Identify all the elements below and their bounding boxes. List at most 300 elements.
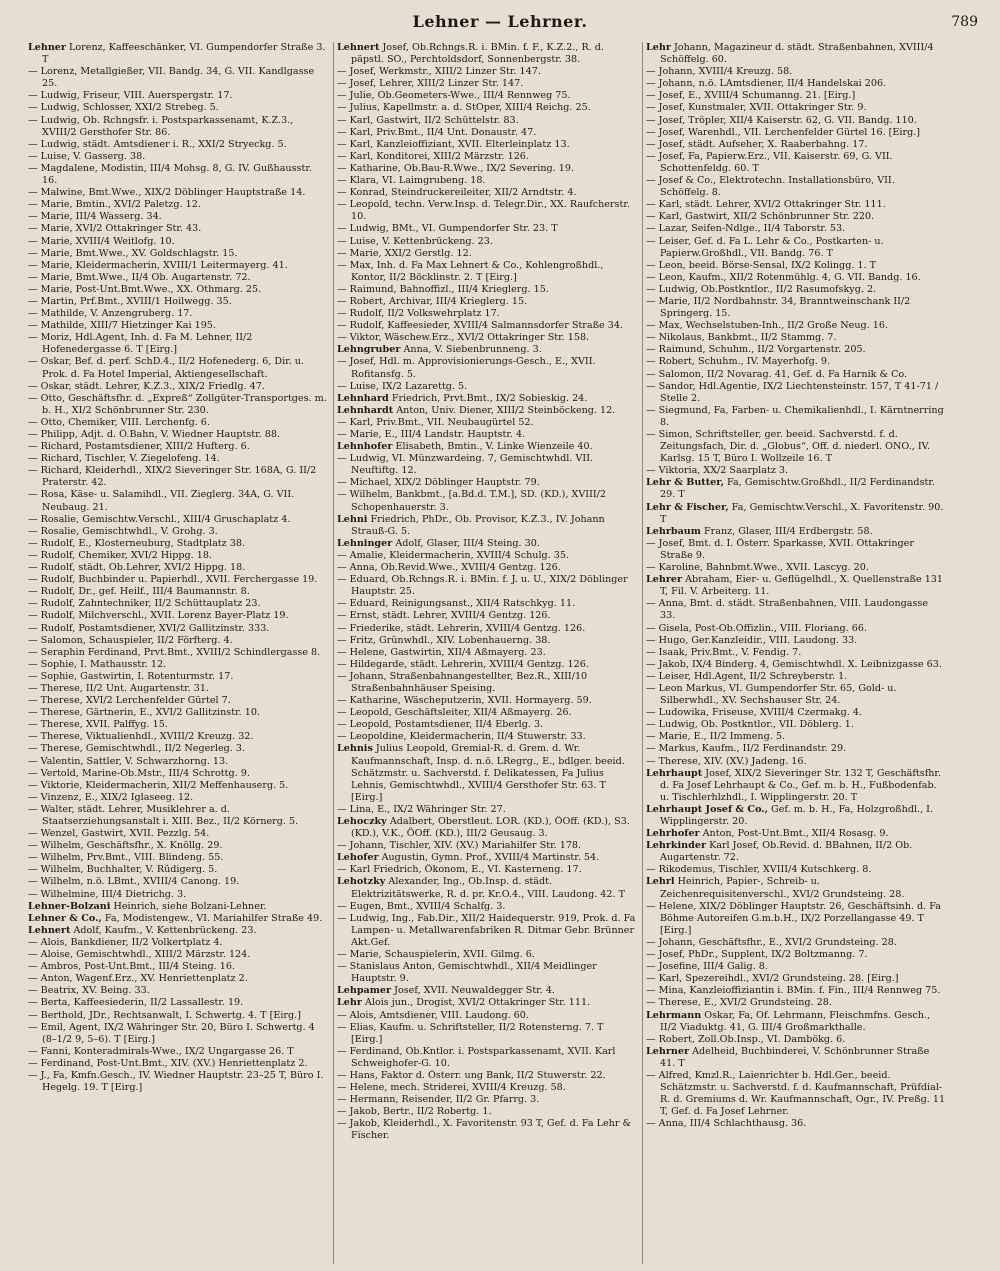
entry-details: — J., Fa, Kmfn.Gesch., IV. Wiedner Hauptstr. 23–25 T, Büro I. Hegelg. 19. T [Eirg.] <box>28 1069 324 1094</box>
directory-entry <box>646 102 946 114</box>
directory-entry <box>646 997 946 1009</box>
entry-details: — Karl, Spezereihdl., XVI/2 Grundsteing. 28. [Eirg.] <box>646 973 899 985</box>
directory-entry <box>28 187 328 199</box>
entry-details: — Valentin, Sattler, V. Schwarzhorng. 13. <box>28 755 229 767</box>
directory-entry <box>28 223 328 235</box>
entry-details: — Otto, Geschäftsfhr. d. „Expreß“ Zollgüter-Transportges. m. b. H., XI/2 Schönbrunner Str. 230. <box>28 392 327 416</box>
directory-entry <box>28 199 328 211</box>
directory-entry <box>28 659 328 671</box>
directory-entry <box>337 635 637 647</box>
entry-details: — Fritz, Grünwhdl., XIV. Lobenhauerng. 38. <box>337 634 551 646</box>
directory-entry <box>28 937 328 949</box>
entry-details: — Therese, Gemischtwhdl., II/2 Negerleg. 3. <box>28 743 246 755</box>
directory-entry <box>646 151 946 175</box>
entry-details: Alexander, Ing., Ob.Insp. d. städt. Elektrizitätswerke, R. d. pr. Kr.O.4., VIII. Laudong. 42. T <box>351 876 626 900</box>
entry-details: — Eugen, Bmt., XVIII/4 Schalfg. 3. <box>337 900 506 912</box>
entry-details: — Leon, beeid. Börse-Sensal, IX/2 Kolingg. 1. T <box>646 259 877 271</box>
directory-entry <box>646 1046 946 1070</box>
entry-details: — Marie, Post-Unt.Bmt.Wwe., XX. Othmarg. 25. <box>28 283 262 295</box>
entry-details: — Anna, Ob.Revid.Wwe., XVIII/4 Gentzg. 126. <box>337 562 561 574</box>
entry-details: — Ludowika, Friseuse, XVIII/4 Czermakg. 4. <box>646 707 863 719</box>
directory-entry <box>337 1106 637 1118</box>
entry-details: — Marie, Kleidermacherin, XVIII/1 Leitermayerg. 41. <box>28 259 288 271</box>
directory-entry <box>646 526 946 538</box>
column-divider <box>333 42 334 1264</box>
entry-details: — Isaak, Priv.Bmt., V. Fendig. 7. <box>646 646 802 658</box>
entry-details: — Robert, Archivar, III/4 Krieglerg. 15. <box>337 295 528 307</box>
entry-surname: Lehnis <box>337 743 373 755</box>
directory-entry <box>337 199 637 223</box>
directory-entry <box>337 719 637 731</box>
entry-details: — Martin, Prf.Bmt., XVIII/1 Hoilwegg. 35. <box>28 295 232 307</box>
directory-entry <box>337 1094 637 1106</box>
entry-details: — Raimund, Bahnoffizl., III/4 Krieglerg. 15. <box>337 283 549 295</box>
entry-details: — Hildegarde, städt. Lehrerin, XVIII/4 Gentzg. 126. <box>337 658 589 670</box>
directory-entry <box>337 236 637 248</box>
entry-surname: Lehni <box>337 513 368 525</box>
entry-details: — Rikodemus, Tischler, XVIII/4 Kutschkerg. 8. <box>646 864 872 876</box>
entry-details: — Wilhelm, n.ö. LBmt., XVIII/4 Canong. 19. <box>28 876 240 888</box>
entry-details: — Wilhelm, Buchhalter, V. Rüdigerg. 5. <box>28 864 218 876</box>
directory-entry <box>337 284 637 296</box>
entry-details: — Marie, E., II/2 Immeng. 5. <box>646 731 785 743</box>
directory-entry <box>337 332 637 344</box>
entry-surname: Lehrhofer <box>646 828 700 840</box>
entry-surname: Lehpamer <box>337 985 392 997</box>
entry-details: — Rudolf, Chemiker, XVI/2 Hippg. 18. <box>28 549 212 561</box>
directory-entry <box>337 453 637 477</box>
directory-entry <box>337 441 637 453</box>
entry-surname: Lehner-Bolzani <box>28 900 111 912</box>
entry-details: Fa, Gemischtw.Großhdl., II/2 Ferdinandstr. 29. T <box>660 477 935 501</box>
directory-column-3 <box>646 42 946 1264</box>
entry-details: — Anton, Wagenf.Erz., XV. Henriettenplatz 2. <box>28 973 248 985</box>
directory-entry <box>337 1010 637 1022</box>
entry-details: — Walter, städt. Lehrer, Musiklehrer a. d. Staatserziehungsanstalt i. XIII. Bez., II/2 Körnerg. 5. <box>28 803 299 827</box>
directory-entry <box>646 985 946 997</box>
entry-details: — Hugo, Ger.Kanzleidir., VIII. Laudong. 33. <box>646 634 858 646</box>
directory-entry <box>337 260 637 284</box>
directory-entry <box>337 308 637 320</box>
directory-entry <box>28 925 328 937</box>
directory-entry <box>337 623 637 635</box>
directory-entry <box>646 864 946 876</box>
directory-entry <box>337 985 637 997</box>
directory-entry <box>28 780 328 792</box>
entry-details: — Josef, städt. Aufseher, X. Raaberbahng. 17. <box>646 138 868 150</box>
page-number: 789 <box>951 14 978 30</box>
entry-details: Anton, Univ. Diener, XIII/2 Steinböckeng. 12. <box>396 404 616 416</box>
directory-entry <box>646 1118 946 1130</box>
directory-entry <box>337 78 637 90</box>
entry-surname: Lehnert <box>337 42 380 53</box>
directory-entry <box>646 332 946 344</box>
directory-entry <box>28 756 328 768</box>
directory-entry <box>646 223 946 235</box>
entry-surname: Lehr <box>337 997 362 1009</box>
directory-entry <box>646 731 946 743</box>
entry-details: — Josef, E., XVIII/4 Schumanng. 21. [Eirg.] <box>646 90 856 102</box>
entry-details: — Viktoria, XX/2 Saarplatz 3. <box>646 465 789 477</box>
directory-entry <box>28 1010 328 1022</box>
entry-details: — Josef & Co., Elektrotechn. Installationsbüro, VII. Schöffelg. 8. <box>646 175 895 199</box>
directory-entry <box>337 901 637 913</box>
directory-entry <box>646 635 946 647</box>
directory-entry <box>646 405 946 429</box>
entry-surname: Lehrner <box>646 1045 690 1057</box>
entry-details: Lorenz, Kaffeeschänker, VI. Gumpendorfer Straße 3. T <box>42 42 326 66</box>
entry-details: — Jakob, Kleiderhdl., X. Favoritenstr. 93 T, Gef. d. Fa Lehr & Fischer. <box>337 1118 631 1142</box>
entry-details: — Klara, VI. Laimgrubeng. 18. <box>337 175 486 187</box>
directory-entry <box>646 659 946 671</box>
directory-entry <box>337 175 637 187</box>
entry-details: — Max, Wechselstuben-Inh., II/2 Große Neug. 16. <box>646 320 889 332</box>
entry-details: Josef, XIX/2 Sieveringer Str. 132 T, Geschäftsfhr. d. Fa Josef Lehrhaupt & Co., Gef. m. b. H., Fußbodenfab. u. Tischlerhlzhdl., I. Wipplingerstr. 20. T <box>660 767 942 803</box>
directory-entry <box>28 284 328 296</box>
entry-details: — Elias, Kaufm. u. Schriftsteller, II/2 Rotensterng. 7. T [Eirg.] <box>337 1021 604 1045</box>
entry-details: — Lorenz, Metallgießer, VII. Bandg. 34, G. VII. Kandlgasse 25. <box>28 66 315 90</box>
entry-details: — Rosalie, Gemischtw.Verschl., XIII/4 Gruschaplatz 4. <box>28 513 291 525</box>
entry-details: — Wilhelm, Geschäftsfhr., X. Knöllg. 29. <box>28 840 223 852</box>
directory-entry <box>28 707 328 719</box>
entry-details: Alois jun., Drogist, XVI/2 Ottakringer Str. 111. <box>364 997 591 1009</box>
directory-entry <box>646 429 946 465</box>
entry-details: — Johann, Tischler, XIV. (XV.) Mariahilfer Str. 178. <box>337 840 582 852</box>
entry-details: Augustin, Gymn. Prof., XVIII/4 Martinstr. 54. <box>381 852 600 864</box>
entry-details: — Friederike, städt. Lehrerin, XVIII/4 Gentzg. 126. <box>337 622 586 634</box>
entry-details: — Johann, Straßenbahnangestellter, Bez.R., XIII/10 Straßenbahnhäuser Speising. <box>337 670 588 694</box>
directory-entry <box>646 804 946 828</box>
directory-entry <box>28 211 328 223</box>
directory-entry <box>28 115 328 139</box>
entry-details: — Vertold, Marine-Ob.Mstr., III/4 Schrottg. 9. <box>28 767 250 779</box>
directory-entry <box>28 852 328 864</box>
entry-details: — Leon, Kaufm., XII/2 Rotenmühlg. 4, G. VII. Bandg. 16. <box>646 271 921 283</box>
column-divider <box>642 42 643 1264</box>
directory-entry <box>646 574 946 598</box>
directory-entry <box>337 659 637 671</box>
directory-entry <box>28 574 328 586</box>
directory-entry <box>337 562 637 574</box>
entry-details: — Rudolf, Milchverschl., XVII. Lorenz Bayer-Platz 19. <box>28 610 289 622</box>
directory-entry <box>28 804 328 828</box>
directory-entry <box>28 695 328 707</box>
entry-details: Abraham, Eier- u. Geflügelhdl., X. Quellenstraße 131 T, Fil. V. Arbeiterg. 11. <box>660 574 944 598</box>
directory-entry <box>28 236 328 248</box>
entry-details: — Jakob, Bertr., II/2 Robertg. 1. <box>337 1106 492 1118</box>
directory-entry <box>337 344 637 356</box>
directory-entry <box>28 429 328 441</box>
entry-details: — Leon Markus, VI. Gumpendorfer Str. 65, Gold- u. Silberwhdl., XV. Sechshauser Str. 24. <box>646 682 897 707</box>
directory-entry <box>28 719 328 731</box>
entry-details: — Amalie, Kleidermacherin, XVIII/4 Schulg. 35. <box>337 549 570 561</box>
directory-entry <box>646 768 946 804</box>
entry-surname: Lehner <box>28 42 66 53</box>
entry-details: — Karl, städt. Lehrer, XVI/2 Ottakringer Str. 111. <box>646 199 886 211</box>
directory-entry <box>646 320 946 332</box>
directory-entry <box>28 913 328 925</box>
directory-entry <box>646 973 946 985</box>
directory-entry <box>28 792 328 804</box>
entry-details: — Julie, Ob.Geometers-Wwe., III/4 Rennweg 75. <box>337 90 571 102</box>
entry-details: Franz, Glaser, III/4 Erdbergstr. 58. <box>704 525 873 537</box>
entry-details: — Josef, Tröpler, XII/4 Kaiserstr. 62, G. VII. Bandg. 110. <box>646 114 917 126</box>
entry-details: — Ludwig, Ob.Postkntlor., II/2 Rasumofskyg. 2. <box>646 283 877 295</box>
directory-entry <box>646 743 946 755</box>
entry-details: — Siegmund, Fa, Farben- u. Chemikalienhdl., I. Kärntnerring 8. <box>646 404 944 428</box>
directory-entry <box>337 90 637 102</box>
entry-details: — Johann, Geschäftsfhr., E., XVI/2 Grundsteing. 28. <box>646 936 897 948</box>
entry-details: — Wilhelm, Bankbmt., [a.Bd.d. T.M.], SD. (KD.), XVIII/2 Schopenhauerstr. 3. <box>337 489 606 513</box>
directory-entry <box>28 828 328 840</box>
entry-details: — Alfred, Kmzl.R., Laienrichter b. Hdl.Ger., beeid. Schätzmstr. u. Sachverstd. f. d. Kaufmannschaft, Prüfdial-R. d. Gremiums d. Wr. Kaufmannschaft, Ogr., IV. Preßg. 11 T, Gef. d. Fa Josef Lehrner. <box>646 1069 946 1118</box>
entry-surname: Lehnert <box>28 924 71 936</box>
directory-entry <box>337 816 637 840</box>
entry-details: — Marie, Bmtin., XVI/2 Paletzg. 12. <box>28 199 201 211</box>
directory-entry <box>646 502 946 526</box>
directory-entry <box>28 526 328 538</box>
directory-entry <box>646 1010 946 1034</box>
directory-entry <box>646 199 946 211</box>
entry-details: — Marie, XVI/2 Ottakringer Str. 43. <box>28 223 202 235</box>
directory-entry <box>28 538 328 550</box>
entry-surname: Lehninger <box>337 537 393 549</box>
entry-details: — Philipp, Adjt. d. Ö.Bahn, V. Wiedner Hauptstr. 88. <box>28 429 281 440</box>
entry-details: — Marie, II/2 Nordbahnstr. 34, Branntweinschank II/2 Springerg. 15. <box>646 295 911 320</box>
entry-surname: Lehoczky <box>337 816 387 827</box>
entry-details: — Robert, Zoll.Ob.Insp., VI. Dambökg. 6. <box>646 1033 846 1045</box>
entry-surname: Lehrhaupt Josef & Co., <box>646 803 768 815</box>
entry-surname: Lehnhard <box>337 392 389 404</box>
directory-entry <box>337 66 637 78</box>
directory-entry <box>646 707 946 719</box>
directory-entry <box>28 1070 328 1094</box>
directory-entry <box>337 671 637 695</box>
directory-entry <box>337 598 637 610</box>
entry-details: — Jakob, IX/4 Binderg. 4, Gemischtwhdl. X. Leibnizgasse 63. <box>646 658 942 670</box>
entry-details: — Therese, XIV. (XV.) Jadeng. 16. <box>646 755 807 767</box>
entry-details: — Lazar, Seifen-Ndlge., II/4 Taborstr. 53. <box>646 223 846 235</box>
entry-details: — Karl, Gastwirt, II/2 Schüttelstr. 83. <box>337 114 519 126</box>
directory-entry <box>337 405 637 417</box>
directory-entry <box>337 949 637 961</box>
entry-details: — Therese, E., XVI/2 Grundsteing. 28. <box>646 997 832 1009</box>
entry-details: — Oskar, städt. Lehrer, K.Z.3., XIX/2 Friedlg. 47. <box>28 380 265 392</box>
directory-entry <box>28 901 328 913</box>
entry-details: — Karl, Priv.Bmt., II/4 Unt. Donaustr. 47. <box>337 126 537 138</box>
entry-details: — Stanislaus Anton, Gemischtwhdl., XII/4 Meidlinger Hauptstr. 9. <box>337 961 597 985</box>
entry-details: — Johann, n.ö. LAmtsdiener, II/4 Handelskai 206. <box>646 78 887 90</box>
directory-entry <box>28 671 328 683</box>
directory-entry <box>28 731 328 743</box>
directory-entry <box>28 441 328 453</box>
directory-entry <box>337 356 637 380</box>
entry-details: Friedrich, PhDr., Ob. Provisor, K.Z.3., IV. Johann Strauß-G. 5. <box>351 513 605 537</box>
entry-details: — Rudolf, Postamtsdiener, XVI/2 Gallitzinstr. 333. <box>28 622 270 634</box>
directory-entry <box>28 840 328 852</box>
entry-details: — Ludwig, BMt., VI. Gumpendorfer Str. 23. T <box>337 223 558 235</box>
entry-details: — Rudolf, städt. Ob.Lehrer, XVI/2 Hippg. 18. <box>28 562 246 574</box>
entry-surname: Lehotzky <box>337 876 386 888</box>
directory-entry <box>646 623 946 635</box>
entry-details: — Malwine, Bmt.Wwe., XIX/2 Döblinger Hauptstraße 14. <box>28 187 306 199</box>
entry-details: — Leopold, Postamtsdiener, II/4 Eberlg. 3. <box>337 719 544 731</box>
entry-details: — Rudolf, Kaffeesieder, XVIII/4 Salmannsdorfer Straße 34. <box>337 320 623 332</box>
entry-details: — Lina, E., IX/2 Währinger Str. 27. <box>337 803 506 815</box>
entry-details: — Rosa, Käse- u. Salamihdl., VII. Zieglerg. 34A, G. VII. Neubaug. 21. <box>28 489 295 513</box>
directory-entry <box>646 937 946 949</box>
directory-entry <box>28 393 328 417</box>
directory-entry <box>646 272 946 284</box>
page-title: Lehner — Lehrner. <box>412 12 588 31</box>
entry-surname: Lehrhaupt <box>646 767 703 779</box>
entry-details: Adolf, Kaufm., V. Kettenbrückeng. 23. <box>73 924 257 936</box>
directory-entry <box>646 90 946 102</box>
directory-entry <box>28 683 328 695</box>
entry-details: — Alois, Bankdiener, II/2 Volkertplatz 4. <box>28 936 223 948</box>
entry-details: — Rudolf, II/2 Volkswehrplatz 17. <box>337 308 500 320</box>
entry-details: — Marie, XVIII/4 Weitlofg. 10. <box>28 235 175 247</box>
entry-details: — Robert, Schuhm., IV. Mayerhofg. 9. <box>646 356 830 368</box>
entry-details: — Emil, Agent, IX/2 Währinger Str. 20, Büro I. Schwertg. 4 (8–1/2 9, 5–6). T [Eirg.] <box>28 1021 315 1045</box>
directory-entry <box>28 647 328 659</box>
entry-details: — Oskar, Bef. d. perf. SchD.4., II/2 Hofenederg. 6, Dir. u. Prok. d. Fa Hotel Imperial, Aktiengesellschaft. <box>28 356 305 380</box>
directory-entry <box>646 876 946 900</box>
directory-entry <box>337 695 637 707</box>
directory-entry <box>28 139 328 151</box>
entry-details: — Karl Friedrich, Ökonom, E., VI. Kasterneng. 17. <box>337 864 582 876</box>
directory-entry <box>337 913 637 949</box>
entry-details: — Rudolf, Buchbinder u. Papierhdl., XVII. Ferchergasse 19. <box>28 574 318 586</box>
directory-entry <box>28 949 328 961</box>
directory-entry <box>28 623 328 635</box>
directory-entry <box>646 381 946 405</box>
entry-details: — Marie, III/4 Wasserg. 34. <box>28 211 162 223</box>
directory-entry <box>28 961 328 973</box>
directory-entry <box>337 417 637 429</box>
directory-entry <box>646 296 946 320</box>
directory-entry <box>646 840 946 864</box>
entry-details: Adolf, Glaser, III/4 Steing. 30. <box>395 537 540 549</box>
entry-details: — Josef, Werkmstr., XIII/2 Linzer Str. 147. <box>337 66 541 78</box>
directory-entry <box>337 102 637 114</box>
directory-entry <box>28 465 328 489</box>
directory-entry <box>28 151 328 163</box>
directory-entry <box>28 163 328 187</box>
directory-entry <box>337 1118 637 1142</box>
directory-entry <box>646 211 946 223</box>
entry-details: — Marie, E., III/4 Landstr. Hauptstr. 4. <box>337 429 526 440</box>
entry-details: — Berta, Kaffeesiederin, II/2 Lassallestr. 19. <box>28 997 244 1009</box>
entry-details: Anna, V. Siebenbrunneng. 3. <box>403 344 542 356</box>
directory-entry <box>337 514 637 538</box>
entry-details: — Therese, Gärtnerin, E., XVI/2 Gallitzinstr. 10. <box>28 707 260 719</box>
directory-entry <box>28 453 328 465</box>
directory-entry <box>646 236 946 260</box>
directory-entry <box>646 344 946 356</box>
directory-entry <box>28 489 328 513</box>
entry-details: Heinrich, Papier-, Schreib- u. Zeichenrequisitenverschl., XVI/2 Grundsteing. 28. <box>660 876 905 900</box>
entry-details: — Rudolf, E., Klosterneuburg, Stadtplatz 38. <box>28 537 246 549</box>
directory-entry <box>646 477 946 501</box>
directory-entry <box>646 369 946 381</box>
entry-details: — Ludwig, Ing., Fab.Dir., XII/2 Haidequerstr. 919, Prok. d. Fa Lampen- u. Metallwarenfabriken R. Ditmar Gebr. Brünner Akt.Gef. <box>337 912 636 948</box>
entry-surname: Lehnhardt <box>337 404 394 416</box>
directory-entry <box>646 139 946 151</box>
entry-details: — Ludwig, Friseur, VIII. Auerspergstr. 17. <box>28 90 233 102</box>
entry-details: — Simon, Schriftsteller, ger. beeid. Sachverstd. f. d. Zeitungsfach, Dir. d. „Globus“, Off. d. niederl. ONO., IV. Karlsg. 15 T, Büro I. Wollzeile 16. T <box>646 429 930 465</box>
entry-details: — Karl, Kanzleioffiziant, XVII. Elterleinplatz 13. <box>337 138 570 150</box>
entry-details: — Julius, Kapellmstr. a. d. StOper, XIII/4 Reichg. 25. <box>337 102 591 114</box>
entry-details: — Leopoldine, Kleidermacherin, II/4 Stuwerstr. 33. <box>337 731 586 743</box>
entry-details: — Nikolaus, Bankbmt., II/2 Stammg. 7. <box>646 332 837 344</box>
entry-details: Friedrich, Prvt.Bmt., IX/2 Sobieskig. 24. <box>391 392 588 404</box>
entry-details: — Mathilde, XIII/7 Hietzinger Kai 195. <box>28 320 216 332</box>
entry-details: — Leiser, Gef. d. Fa L. Lehr & Co., Postkarten- u. Papierw.Großhdl., VII. Bandg. 76. T <box>646 235 884 259</box>
entry-details: Anton, Post-Unt.Bmt., XII/4 Rosasg. 9. <box>702 828 889 840</box>
directory-entry <box>337 163 637 175</box>
entry-details: — Rudolf, Zahntechniker, II/2 Schüttauplatz 23. <box>28 598 261 610</box>
directory-entry <box>28 1022 328 1046</box>
entry-details: — Therese, Viktualienhdl., XVIII/2 Kreuzg. 32. <box>28 731 254 743</box>
entry-details: — Salomon, II/2 Novarag. 41, Gef. d. Fa Harnik & Co. <box>646 368 908 380</box>
entry-details: — Therese, II/2 Unt. Augartenstr. 31. <box>28 682 209 694</box>
directory-entry <box>337 876 637 900</box>
entry-details: — Alois, Amtsdiener, VIII. Laudong. 60. <box>337 1009 529 1021</box>
entry-details: — Josef, Lehrer, XIII/2 Linzer Str. 147. <box>337 78 524 90</box>
directory-entry <box>337 1046 637 1070</box>
entry-details: — Viktor, Wäschew.Erz., XVI/2 Ottakringer Str. 158. <box>337 332 590 344</box>
directory-entry <box>28 308 328 320</box>
directory-entry <box>337 187 637 199</box>
entry-details: — Richard, Postamtsdiener, XIII/2 Hufterg. 6. <box>28 441 250 453</box>
entry-details: — Karl, Priv.Bmt., VII. Neubaugürtel 52. <box>337 416 534 428</box>
entry-details: Fa, Modistengew., VI. Mariahilfer Straße 49. <box>104 912 323 924</box>
entry-details: — Marie, XXI/2 Gerstlg. 12. <box>337 247 472 259</box>
entry-details: — Max, Inh. d. Fa Max Lehnert & Co., Kohlengroßhdl., Kontor, II/2 Böcklinstr. 2. T [Eirg.] <box>337 259 604 283</box>
entry-details: Julius Leopold, Gremial-R. d. Grem. d. Wr. Kaufmannschaft, Insp. d. n.ö. LRegrg., E., bdlger. beeid. Schätzmstr. u. Sachverstd. f. Delikatessen, Fa Julius Lehnis, Gemischtwhdl., XVIII/4 Gersthofer Str. 63. T [Eirg.] <box>351 743 625 803</box>
directory-entry <box>646 127 946 139</box>
entry-details: — Luise, IX/2 Lazarettg. 5. <box>337 380 468 392</box>
directory-entry <box>28 586 328 598</box>
entry-details: — Josef, Warenhdl., VII. Lerchenfelder Gürtel 16. [Eirg.] <box>646 126 921 138</box>
entry-details: — Leopold, techn. Verw.Insp. d. Telegr.Dir., XX. Raufcherstr. 10. <box>337 199 630 223</box>
entry-details: — Marie, Schauspielerin, XVII. Gilmg. 6. <box>337 949 535 961</box>
directory-entry <box>28 562 328 574</box>
directory-entry <box>646 115 946 127</box>
directory-entry <box>646 647 946 659</box>
directory-entry <box>646 901 946 937</box>
entry-details: — Aloise, Gemischtwhdl., XIII/2 Märzstr. 124. <box>28 949 251 961</box>
directory-entry <box>28 102 328 114</box>
entry-details: — Karoline, Bahnbmt.Wwe., XVII. Lascyg. 20. <box>646 562 869 574</box>
entry-details: — Therese, XVI/2 Lerchenfelder Gürtel 7. <box>28 695 231 707</box>
entry-details: — Raimund, Schuhm., II/2 Vorgartenstr. 205. <box>646 344 866 356</box>
directory-entry <box>337 610 637 622</box>
entry-details: — Hermann, Reisender, II/2 Gr. Pfarrg. 3. <box>337 1094 540 1106</box>
entry-details: — Michael, XIX/2 Döblinger Hauptstr. 79. <box>337 477 540 489</box>
directory-entry <box>28 876 328 888</box>
entry-details: — Marie, Bmt.Wwe., XV. Goldschlagstr. 15. <box>28 247 238 259</box>
directory-entry <box>646 356 946 368</box>
entry-details: — Salomon, Schauspieler, II/2 Förfterg. 4. <box>28 634 233 646</box>
entry-details: — Anna, Bmt. d. städt. Straßenbahnen, VIII. Laudongasse 33. <box>646 598 929 622</box>
entry-details: — Helene, Gastwirtin, XII/4 Aßmayerg. 23. <box>337 646 546 658</box>
entry-details: Adalbert, Oberstleut. LOR. (KD.), ÖOff. (KD.), S3. (KD.), V.K., ÖOff. (KD.), III/2 Geusaug. 3. <box>351 816 630 840</box>
directory-entry <box>337 743 637 803</box>
entry-details: — Viktorie, Kleidermacherin, XII/2 Meffenhauserg. 5. <box>28 779 289 791</box>
directory-entry <box>28 332 328 356</box>
